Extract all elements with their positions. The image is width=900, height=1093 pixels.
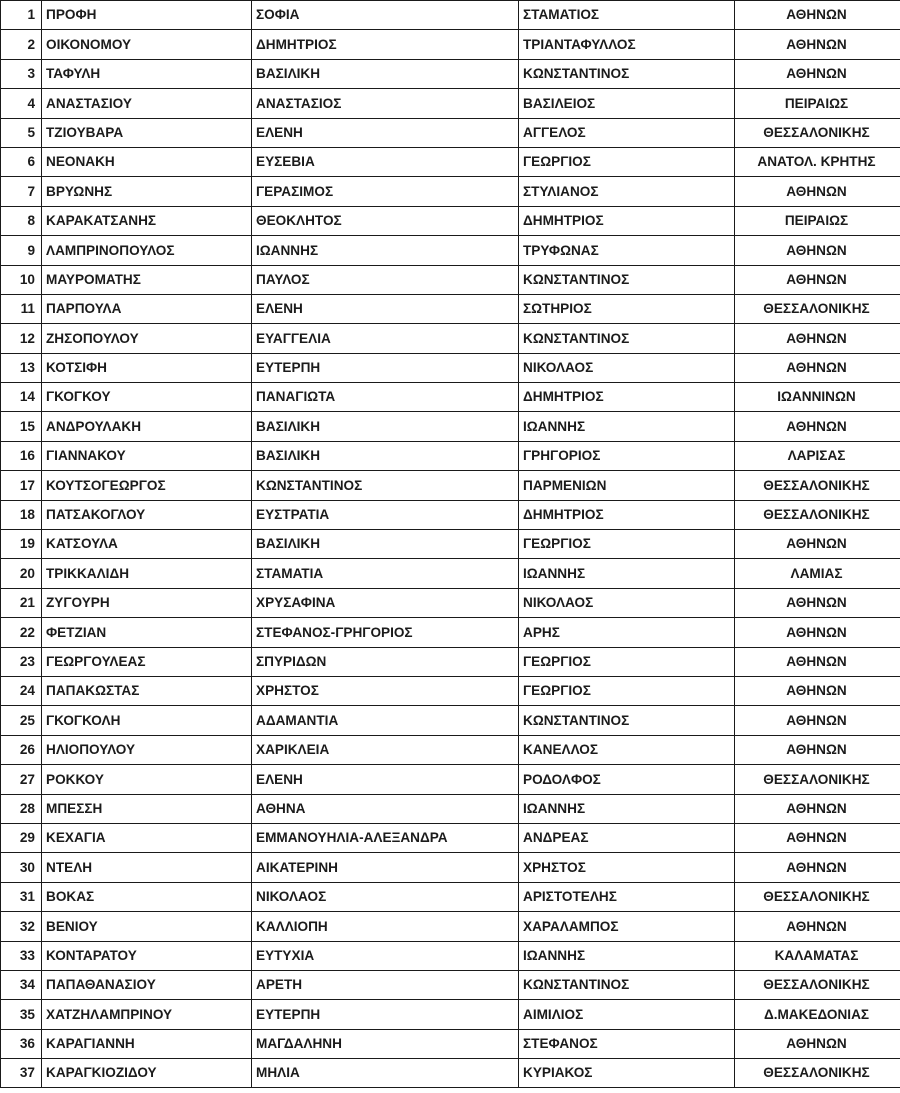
surname-cell: ΚΟΝΤΑΡΑΤΟΥ <box>42 941 252 970</box>
first-name-cell: ΒΑΣΙΛΙΚΗ <box>252 441 519 470</box>
table-row <box>1 89 900 118</box>
region-cell: ΑΝΑΤΟΛ. ΚΡΗΤΗΣ <box>735 147 900 176</box>
row-number: 29 <box>1 823 42 852</box>
table-row <box>1 118 900 147</box>
region-cell: ΑΘΗΝΩΝ <box>735 324 900 353</box>
table-row <box>1 1029 900 1058</box>
surname-cell: ΛΑΜΠΡΙΝΟΠΟΥΛΟΣ <box>42 236 252 265</box>
row-number: 11 <box>1 294 42 323</box>
region-cell: ΑΘΗΝΩΝ <box>735 236 900 265</box>
table-row <box>1 941 900 970</box>
table-row <box>1 559 900 588</box>
surname-cell: ΓΚΟΓΚΟΛΗ <box>42 706 252 735</box>
first-name-cell: ΚΑΛΛΙΟΠΗ <box>252 912 519 941</box>
first-name-cell: ΑΝΑΣΤΑΣΙΟΣ <box>252 89 519 118</box>
surname-cell: ΚΑΡΑΚΑΤΣΑΝΗΣ <box>42 206 252 235</box>
row-number: 28 <box>1 794 42 823</box>
father-name-cell: ΙΩΑΝΝΗΣ <box>519 941 735 970</box>
row-number: 37 <box>1 1059 42 1088</box>
surname-cell: ΠΑΠΑΘΑΝΑΣΙΟΥ <box>42 970 252 999</box>
father-name-cell: ΑΙΜΙΛΙΟΣ <box>519 1000 735 1029</box>
father-name-cell: ΓΕΩΡΓΙΟΣ <box>519 676 735 705</box>
row-number: 21 <box>1 588 42 617</box>
row-number: 9 <box>1 236 42 265</box>
table-row <box>1 471 900 500</box>
first-name-cell: ΧΡΗΣΤΟΣ <box>252 676 519 705</box>
surname-cell: ΚΟΥΤΣΟΓΕΩΡΓΟΣ <box>42 471 252 500</box>
row-number: 24 <box>1 676 42 705</box>
first-name-cell: ΒΑΣΙΛΙΚΗ <box>252 412 519 441</box>
table-row <box>1 500 900 529</box>
table-row <box>1 706 900 735</box>
surname-cell: ΠΑΡΠΟΥΛΑ <box>42 294 252 323</box>
region-cell: ΘΕΣΣΑΛΟΝΙΚΗΣ <box>735 294 900 323</box>
table-row <box>1 383 900 412</box>
surname-cell: ΓΕΩΡΓΟΥΛΕΑΣ <box>42 647 252 676</box>
surname-cell: ΓΙΑΝΝΑΚΟΥ <box>42 441 252 470</box>
father-name-cell: ΣΩΤΗΡΙΟΣ <box>519 294 735 323</box>
table-row <box>1 765 900 794</box>
region-cell: ΑΘΗΝΩΝ <box>735 1029 900 1058</box>
first-name-cell: ΚΩΝΣΤΑΝΤΙΝΟΣ <box>252 471 519 500</box>
row-number: 23 <box>1 647 42 676</box>
region-cell: ΑΘΗΝΩΝ <box>735 912 900 941</box>
surname-cell: ΚΑΡΑΓΙΑΝΝΗ <box>42 1029 252 1058</box>
row-number: 8 <box>1 206 42 235</box>
first-name-cell: ΕΥΣΤΡΑΤΙΑ <box>252 500 519 529</box>
first-name-cell: ΕΛΕΝΗ <box>252 765 519 794</box>
first-name-cell: ΧΑΡΙΚΛΕΙΑ <box>252 735 519 764</box>
row-number: 7 <box>1 177 42 206</box>
first-name-cell: ΓΕΡΑΣΙΜΟΣ <box>252 177 519 206</box>
region-cell: ΑΘΗΝΩΝ <box>735 412 900 441</box>
father-name-cell: ΣΤΑΜΑΤΙΟΣ <box>519 1 735 30</box>
table-row <box>1 59 900 88</box>
first-name-cell: ΒΑΣΙΛΙΚΗ <box>252 530 519 559</box>
first-name-cell: ΠΑΥΛΟΣ <box>252 265 519 294</box>
row-number: 22 <box>1 618 42 647</box>
table-row <box>1 177 900 206</box>
father-name-cell: ΝΙΚΟΛΑΟΣ <box>519 588 735 617</box>
table-row <box>1 647 900 676</box>
father-name-cell: ΚΥΡΙΑΚΟΣ <box>519 1059 735 1088</box>
region-cell: ΚΑΛΑΜΑΤΑΣ <box>735 941 900 970</box>
first-name-cell: ΠΑΝΑΓΙΩΤΑ <box>252 383 519 412</box>
region-cell: ΛΑΡΙΣΑΣ <box>735 441 900 470</box>
row-number: 16 <box>1 441 42 470</box>
table-row <box>1 236 900 265</box>
row-number: 2 <box>1 30 42 59</box>
father-name-cell: ΚΑΝΕΛΛΟΣ <box>519 735 735 764</box>
first-name-cell: ΕΜΜΑΝΟΥΗΛΙΑ-ΑΛΕΞΑΝΔΡΑ <box>252 823 519 852</box>
father-name-cell: ΔΗΜΗΤΡΙΟΣ <box>519 206 735 235</box>
region-cell: ΑΘΗΝΩΝ <box>735 177 900 206</box>
row-number: 17 <box>1 471 42 500</box>
region-cell: ΑΘΗΝΩΝ <box>735 853 900 882</box>
first-name-cell: ΕΛΕΝΗ <box>252 294 519 323</box>
row-number: 26 <box>1 735 42 764</box>
father-name-cell: ΧΑΡΑΛΑΜΠΟΣ <box>519 912 735 941</box>
table-row <box>1 1 900 30</box>
first-name-cell: ΜΑΓΔΑΛΗΝΗ <box>252 1029 519 1058</box>
region-cell: ΑΘΗΝΩΝ <box>735 588 900 617</box>
row-number: 35 <box>1 1000 42 1029</box>
row-number: 36 <box>1 1029 42 1058</box>
row-number: 3 <box>1 59 42 88</box>
region-cell: ΑΘΗΝΩΝ <box>735 676 900 705</box>
surname-cell: ΗΛΙΟΠΟΥΛΟΥ <box>42 735 252 764</box>
region-cell: ΑΘΗΝΩΝ <box>735 618 900 647</box>
father-name-cell: ΚΩΝΣΤΑΝΤΙΝΟΣ <box>519 59 735 88</box>
surname-cell: ΒΕΝΙΟΥ <box>42 912 252 941</box>
father-name-cell: ΒΑΣΙΛΕΙΟΣ <box>519 89 735 118</box>
father-name-cell: ΙΩΑΝΝΗΣ <box>519 559 735 588</box>
first-name-cell: ΑΡΕΤΗ <box>252 970 519 999</box>
row-number: 31 <box>1 882 42 911</box>
table-row <box>1 676 900 705</box>
first-name-cell: ΕΛΕΝΗ <box>252 118 519 147</box>
region-cell: ΙΩΑΝΝΙΝΩΝ <box>735 383 900 412</box>
region-cell: ΛΑΜΙΑΣ <box>735 559 900 588</box>
table-row <box>1 970 900 999</box>
row-number: 25 <box>1 706 42 735</box>
father-name-cell: ΧΡΗΣΤΟΣ <box>519 853 735 882</box>
table-row <box>1 853 900 882</box>
father-name-cell: ΚΩΝΣΤΑΝΤΙΝΟΣ <box>519 324 735 353</box>
father-name-cell: ΝΙΚΟΛΑΟΣ <box>519 353 735 382</box>
first-name-cell: ΕΥΤΕΡΠΗ <box>252 1000 519 1029</box>
first-name-cell: ΣΠΥΡΙΔΩΝ <box>252 647 519 676</box>
surname-cell: ΠΡΟΦΗ <box>42 1 252 30</box>
region-cell: ΑΘΗΝΩΝ <box>735 794 900 823</box>
table-row <box>1 823 900 852</box>
region-cell: ΑΘΗΝΩΝ <box>735 823 900 852</box>
region-cell: ΠΕΙΡΑΙΩΣ <box>735 206 900 235</box>
father-name-cell: ΣΤΥΛΙΑΝΟΣ <box>519 177 735 206</box>
first-name-cell: ΕΥΤΕΡΠΗ <box>252 353 519 382</box>
region-cell: ΑΘΗΝΩΝ <box>735 530 900 559</box>
region-cell: ΑΘΗΝΩΝ <box>735 265 900 294</box>
region-cell: ΑΘΗΝΩΝ <box>735 353 900 382</box>
row-number: 15 <box>1 412 42 441</box>
table-row <box>1 294 900 323</box>
table-row <box>1 30 900 59</box>
father-name-cell: ΚΩΝΣΤΑΝΤΙΝΟΣ <box>519 265 735 294</box>
region-cell: ΠΕΙΡΑΙΩΣ <box>735 89 900 118</box>
first-name-cell: ΙΩΑΝΝΗΣ <box>252 236 519 265</box>
first-name-cell: ΒΑΣΙΛΙΚΗ <box>252 59 519 88</box>
surname-cell: ΤΡΙΚΚΑΛΙΔΗ <box>42 559 252 588</box>
table-row <box>1 265 900 294</box>
first-name-cell: ΑΙΚΑΤΕΡΙΝΗ <box>252 853 519 882</box>
first-name-cell: ΕΥΣΕΒΙΑ <box>252 147 519 176</box>
row-number: 34 <box>1 970 42 999</box>
surname-cell: ΤΖΙΟΥΒΑΡΑ <box>42 118 252 147</box>
surname-cell: ΚΑΤΣΟΥΛΑ <box>42 530 252 559</box>
region-cell: Δ.ΜΑΚΕΔΟΝΙΑΣ <box>735 1000 900 1029</box>
father-name-cell: ΑΓΓΕΛΟΣ <box>519 118 735 147</box>
surname-cell: ΤΑΦΥΛΗ <box>42 59 252 88</box>
surname-cell: ΝΤΕΛΗ <box>42 853 252 882</box>
surname-cell: ΖΗΣΟΠΟΥΛΟΥ <box>42 324 252 353</box>
row-number: 19 <box>1 530 42 559</box>
first-name-cell: ΜΗΛΙΑ <box>252 1059 519 1088</box>
table-row <box>1 206 900 235</box>
first-name-cell: ΕΥΤΥΧΙΑ <box>252 941 519 970</box>
row-number: 14 <box>1 383 42 412</box>
first-name-cell: ΧΡΥΣΑΦΙΝΑ <box>252 588 519 617</box>
father-name-cell: ΓΕΩΡΓΙΟΣ <box>519 147 735 176</box>
region-cell: ΑΘΗΝΩΝ <box>735 30 900 59</box>
table-row <box>1 412 900 441</box>
row-number: 12 <box>1 324 42 353</box>
surname-cell: ΠΑΤΣΑΚΟΓΛΟΥ <box>42 500 252 529</box>
row-number: 13 <box>1 353 42 382</box>
row-number: 6 <box>1 147 42 176</box>
row-number: 20 <box>1 559 42 588</box>
surname-cell: ΒΡΥΩΝΗΣ <box>42 177 252 206</box>
region-cell: ΘΕΣΣΑΛΟΝΙΚΗΣ <box>735 500 900 529</box>
table-row <box>1 530 900 559</box>
surname-cell: ΑΝΔΡΟΥΛΑΚΗ <box>42 412 252 441</box>
surname-cell: ΖΥΓΟΥΡΗ <box>42 588 252 617</box>
first-name-cell: ΝΙΚΟΛΑΟΣ <box>252 882 519 911</box>
region-cell: ΘΕΣΣΑΛΟΝΙΚΗΣ <box>735 882 900 911</box>
table-row <box>1 1059 900 1088</box>
region-cell: ΑΘΗΝΩΝ <box>735 735 900 764</box>
surname-cell: ΦΕΤΖΙΑΝ <box>42 618 252 647</box>
table-row <box>1 324 900 353</box>
region-cell: ΘΕΣΣΑΛΟΝΙΚΗΣ <box>735 471 900 500</box>
table-row <box>1 1000 900 1029</box>
surname-cell: ΚΟΤΣΙΦΗ <box>42 353 252 382</box>
father-name-cell: ΔΗΜΗΤΡΙΟΣ <box>519 500 735 529</box>
row-number: 5 <box>1 118 42 147</box>
first-name-cell: ΣΟΦΙΑ <box>252 1 519 30</box>
region-cell: ΑΘΗΝΩΝ <box>735 59 900 88</box>
region-cell: ΑΘΗΝΩΝ <box>735 1 900 30</box>
father-name-cell: ΙΩΑΝΝΗΣ <box>519 794 735 823</box>
father-name-cell: ΣΤΕΦΑΝΟΣ <box>519 1029 735 1058</box>
table-row <box>1 588 900 617</box>
table-row <box>1 147 900 176</box>
first-name-cell: ΣΤΕΦΑΝΟΣ-ΓΡΗΓΟΡΙΟΣ <box>252 618 519 647</box>
surname-cell: ΝΕΟΝΑΚΗ <box>42 147 252 176</box>
row-number: 18 <box>1 500 42 529</box>
surname-cell: ΓΚΟΓΚΟΥ <box>42 383 252 412</box>
first-name-cell: ΔΗΜΗΤΡΙΟΣ <box>252 30 519 59</box>
father-name-cell: ΡΟΔΟΛΦΟΣ <box>519 765 735 794</box>
surname-cell: ΚΑΡΑΓΚΙΟΖΙΔΟΥ <box>42 1059 252 1088</box>
table-row <box>1 735 900 764</box>
row-number: 32 <box>1 912 42 941</box>
father-name-cell: ΚΩΝΣΤΑΝΤΙΝΟΣ <box>519 706 735 735</box>
father-name-cell: ΑΡΙΣΤΟΤΕΛΗΣ <box>519 882 735 911</box>
father-name-cell: ΓΡΗΓΟΡΙΟΣ <box>519 441 735 470</box>
surname-cell: ΜΠΕΣΣΗ <box>42 794 252 823</box>
father-name-cell: ΑΡΗΣ <box>519 618 735 647</box>
surname-cell: ΚΕΧΑΓΙΑ <box>42 823 252 852</box>
surname-cell: ΒΟΚΑΣ <box>42 882 252 911</box>
table-row <box>1 441 900 470</box>
surname-cell: ΧΑΤΖΗΛΑΜΠΡΙΝΟΥ <box>42 1000 252 1029</box>
father-name-cell: ΚΩΝΣΤΑΝΤΙΝΟΣ <box>519 970 735 999</box>
row-number: 4 <box>1 89 42 118</box>
father-name-cell: ΓΕΩΡΓΙΟΣ <box>519 647 735 676</box>
table-row <box>1 794 900 823</box>
region-cell: ΘΕΣΣΑΛΟΝΙΚΗΣ <box>735 118 900 147</box>
father-name-cell: ΤΡΙΑΝΤΑΦΥΛΛΟΣ <box>519 30 735 59</box>
father-name-cell: ΔΗΜΗΤΡΙΟΣ <box>519 383 735 412</box>
surname-cell: ΜΑΥΡΟΜΑΤΗΣ <box>42 265 252 294</box>
table-row <box>1 912 900 941</box>
region-cell: ΑΘΗΝΩΝ <box>735 706 900 735</box>
father-name-cell: ΓΕΩΡΓΙΟΣ <box>519 530 735 559</box>
first-name-cell: ΣΤΑΜΑΤΙΑ <box>252 559 519 588</box>
first-name-cell: ΑΘΗΝΑ <box>252 794 519 823</box>
region-cell: ΘΕΣΣΑΛΟΝΙΚΗΣ <box>735 970 900 999</box>
row-number: 27 <box>1 765 42 794</box>
father-name-cell: ΑΝΔΡΕΑΣ <box>519 823 735 852</box>
surname-cell: ΡΟΚΚΟΥ <box>42 765 252 794</box>
surname-cell: ΟΙΚΟΝΟΜΟΥ <box>42 30 252 59</box>
region-cell: ΘΕΣΣΑΛΟΝΙΚΗΣ <box>735 1059 900 1088</box>
first-name-cell: ΕΥΑΓΓΕΛΙΑ <box>252 324 519 353</box>
father-name-cell: ΤΡΥΦΩΝΑΣ <box>519 236 735 265</box>
father-name-cell: ΠΑΡΜΕΝΙΩΝ <box>519 471 735 500</box>
surname-cell: ΑΝΑΣΤΑΣΙΟΥ <box>42 89 252 118</box>
region-cell: ΑΘΗΝΩΝ <box>735 647 900 676</box>
row-number: 30 <box>1 853 42 882</box>
region-cell: ΘΕΣΣΑΛΟΝΙΚΗΣ <box>735 765 900 794</box>
table-row <box>1 353 900 382</box>
surname-cell: ΠΑΠΑΚΩΣΤΑΣ <box>42 676 252 705</box>
table-body <box>1 1 900 1088</box>
table-row <box>1 618 900 647</box>
father-name-cell: ΙΩΑΝΝΗΣ <box>519 412 735 441</box>
first-name-cell: ΘΕΟΚΛΗΤΟΣ <box>252 206 519 235</box>
table-row <box>1 882 900 911</box>
first-name-cell: ΑΔΑΜΑΝΤΙΑ <box>252 706 519 735</box>
row-number: 33 <box>1 941 42 970</box>
row-number: 10 <box>1 265 42 294</box>
row-number: 1 <box>1 1 42 30</box>
